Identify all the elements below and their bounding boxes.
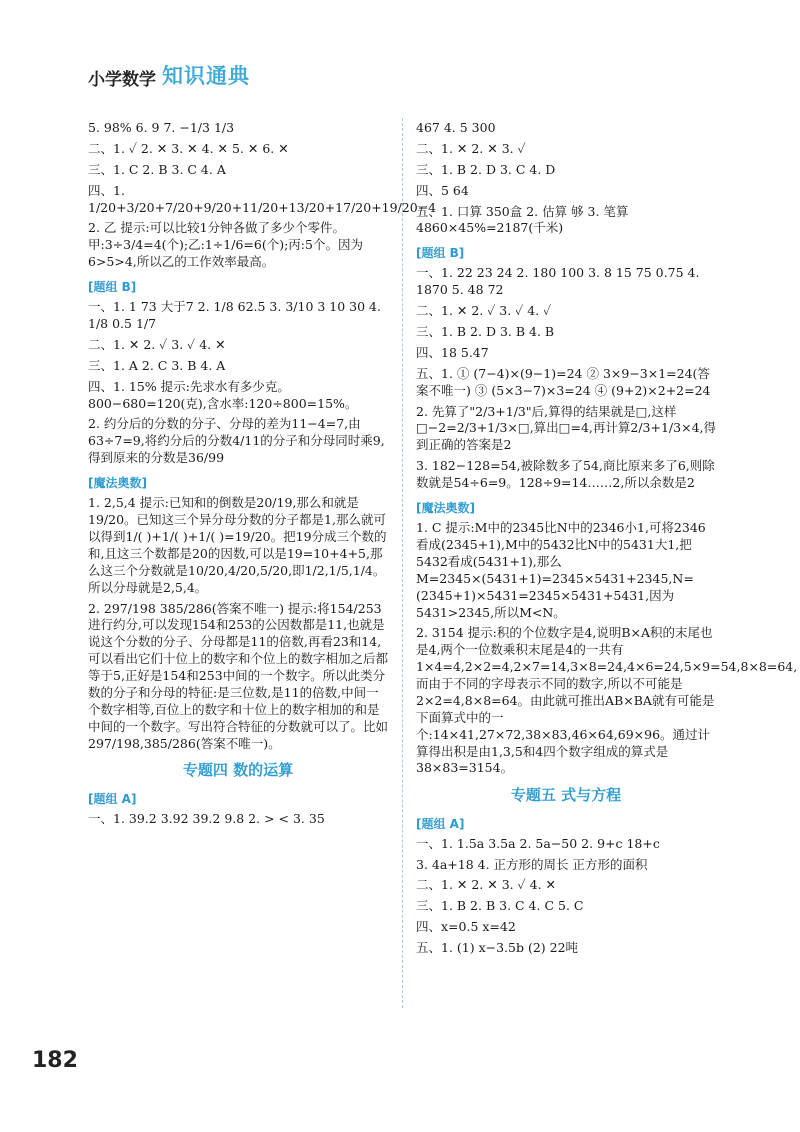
column-divider [402, 118, 403, 1008]
section-tag: [题组 A] [416, 816, 465, 831]
answer-line: 四、5 64 [416, 182, 469, 198]
answer-line: 2. 297/198 385/286(答案不唯一) 提示:将154/253进行约分,可以发现154和253的公因数都是11,也就是说这个分数的分子、分母都是11的倍数,再看23和14,可以看出它们十位上的数字和个位上的数字相加之后都等于5,正好是154和253中间的一个数字。所以此类分数的分子和分母的特征:是三位数,是11的倍数,中间一个数字相等,百位上的数字和十位上的数字相加的和是中间的一个数字。写出符合特征的分数就可以了。比如297/198,385/286(答案不唯一)。 [88, 600, 389, 751]
section-tag: [魔法奥数] [416, 500, 475, 515]
answer-line: 3. 182−128=54,被除数多了54,商比原来多了6,则除数就是54÷6=9。128÷9=14……2,所以余数是2 [416, 458, 715, 491]
answer-line: 一、1. 1.5a 3.5a 2. 5a−50 2. 9+c 18+c [416, 835, 660, 851]
answer-line: 五、1. 口算 350盒 2. 估算 够 3. 笔算 4860×45%=2187(千米) [416, 203, 629, 236]
section-tag: [魔法奥数] [88, 476, 147, 491]
answer-line: 五、1. (1) x−3.5b (2) 22吨 [416, 940, 579, 956]
answer-line: 二、1. ✕ 2. ✕ 3. ✓ [416, 140, 526, 156]
page-header [88, 60, 250, 90]
answer-line: 467 4. 5 300 [416, 120, 496, 135]
page-number: 182 [32, 1048, 78, 1073]
answer-line: 1. 2,5,4 提示:已知和的倒数是20/19,那么和就是19/20。已知这三个异分母分数的分子都是1,那么就可以得到1/( )+1/( )+1/( )=19/20。把19分成三个数的和,且这三个数都是20的因数,可以是19=10+4+5,那么这三个分数就是10/20,4/20,5/20,即1/2,1/5,1/4。所以分母就是2,5,4。 [88, 495, 387, 595]
answer-line: 三、1. A 2. C 3. B 4. A [88, 357, 226, 373]
answer-line: 2. 先算了"2/3+1/3"后,算得的结果就是□,这样□−2=2/3+1/3×□,算出□=4,再计算2/3+1/3×4,得到正确的答案是2 [416, 403, 716, 453]
section-tag: [题组 B] [88, 280, 137, 294]
answer-line: 三、1. B 2. D 3. C 4. D [416, 161, 556, 177]
answer-line: 三、1. C 2. B 3. C 4. A [88, 161, 226, 177]
answer-line: 二、1. ✕ 2. ✓ 3. ✓ 4. ✓ [416, 303, 552, 319]
series-name: 小学数学 [88, 70, 156, 90]
answer-line: 二、1. ✓ 2. ✕ 3. ✕ 4. ✕ 5. ✕ 6. ✕ [88, 140, 289, 156]
right-column [416, 120, 798, 961]
answer-line: 四、1. 15% 提示:先求水有多少克。800−680=120(克),含水率:120÷800=15%。 [88, 378, 358, 411]
answer-line: 三、1. B 2. D 3. B 4. B [416, 324, 555, 340]
answer-line: 三、1. B 2. B 3. C 4. C 5. C [416, 898, 584, 914]
answer-line: 一、1. 22 23 24 2. 180 100 3. 8 15 75 0.75 4. 1870 5. 48 72 [416, 265, 700, 298]
answer-line: 四、18 5.47 [416, 344, 489, 360]
answer-line: 5. 98% 6. 9 7. −1/3 1/3 [88, 120, 235, 135]
answer-line: 2. 约分后的分数的分子、分母的差为11−4=7,由63÷7=9,将约分后的分数4/11的分子和分母同时乘9,得到原来的分数是36/99 [88, 416, 385, 466]
answer-line: 2. 乙 提示:可以比较1分钟各做了多少个零件。甲:3÷3/4=4(个);乙:1÷1/6=6(个);丙:5个。因为6>5>4,所以乙的工作效率最高。 [88, 220, 363, 270]
answer-line: 二、1. ✕ 2. ✕ 3. ✓ 4. ✕ [416, 877, 557, 893]
book-title: 知识通典 [162, 64, 250, 88]
section-tag: [题组 B] [416, 246, 465, 261]
left-column [88, 120, 437, 832]
answer-line: 四、x=0.5 x=42 [416, 919, 516, 935]
section-tag: [题组 A] [88, 791, 137, 806]
answer-line: 1. C 提示:M中的2345比N中的2346小1,可将2346看成(2345+1),M中的5432比N中的5431大1,把5432看成(5431+1),那么M=2345×(5431+1)=2345×5431+2345,N=(2345+1)×5431=2345×5431+5431,因为5431>2345,所以M<N。 [416, 520, 706, 620]
answer-line: 一、1. 1 73 大于7 2. 1/8 62.5 3. 3/10 3 10 30 4. 1/8 0.5 1/7 [88, 299, 381, 332]
answer-line: 2. 3154 提示:积的个位数字是4,说明B×A积的末尾也是4,两个一位数乘积末尾是4的一共有1×4=4,2×2=4,2×7=14,3×8=24,4×6=24,5×9=54,8×8=64,而由于不同的字母表示不同的数字,所以不可能是2×2=4,8×8=64。由此就可推出AB×BA就有可能是下面算式中的一个:14×41,27×72,38×83,46×64,69×96。通过计算得出积是由1,3,5和4四个数字组成的算式是38×83=3154。 [416, 625, 798, 776]
answer-line: 二、1. ✕ 2. ✓ 3. ✓ 4. ✕ [88, 336, 226, 352]
section-title: 专题五 式与方程 [510, 786, 622, 805]
section-title: 专题四 数的运算 [182, 761, 294, 780]
answer-line: 一、1. 39.2 3.92 39.2 9.8 2. > < 3. 35 [88, 810, 325, 826]
answer-line: 3. 4a+18 4. 正方形的周长 正方形的面积 [416, 856, 648, 872]
answer-line: 五、1. ① (7−4)×(9−1)=24 ② 3×9−3×1=24(答案不唯一) ③ (5×3−7)×3=24 ④ (9+2)×2+2=24 [416, 365, 711, 398]
answer-line: 四、1. 1/20+3/20+7/20+9/20+11/20+13/20+17/20+19/20−4 [88, 182, 437, 215]
